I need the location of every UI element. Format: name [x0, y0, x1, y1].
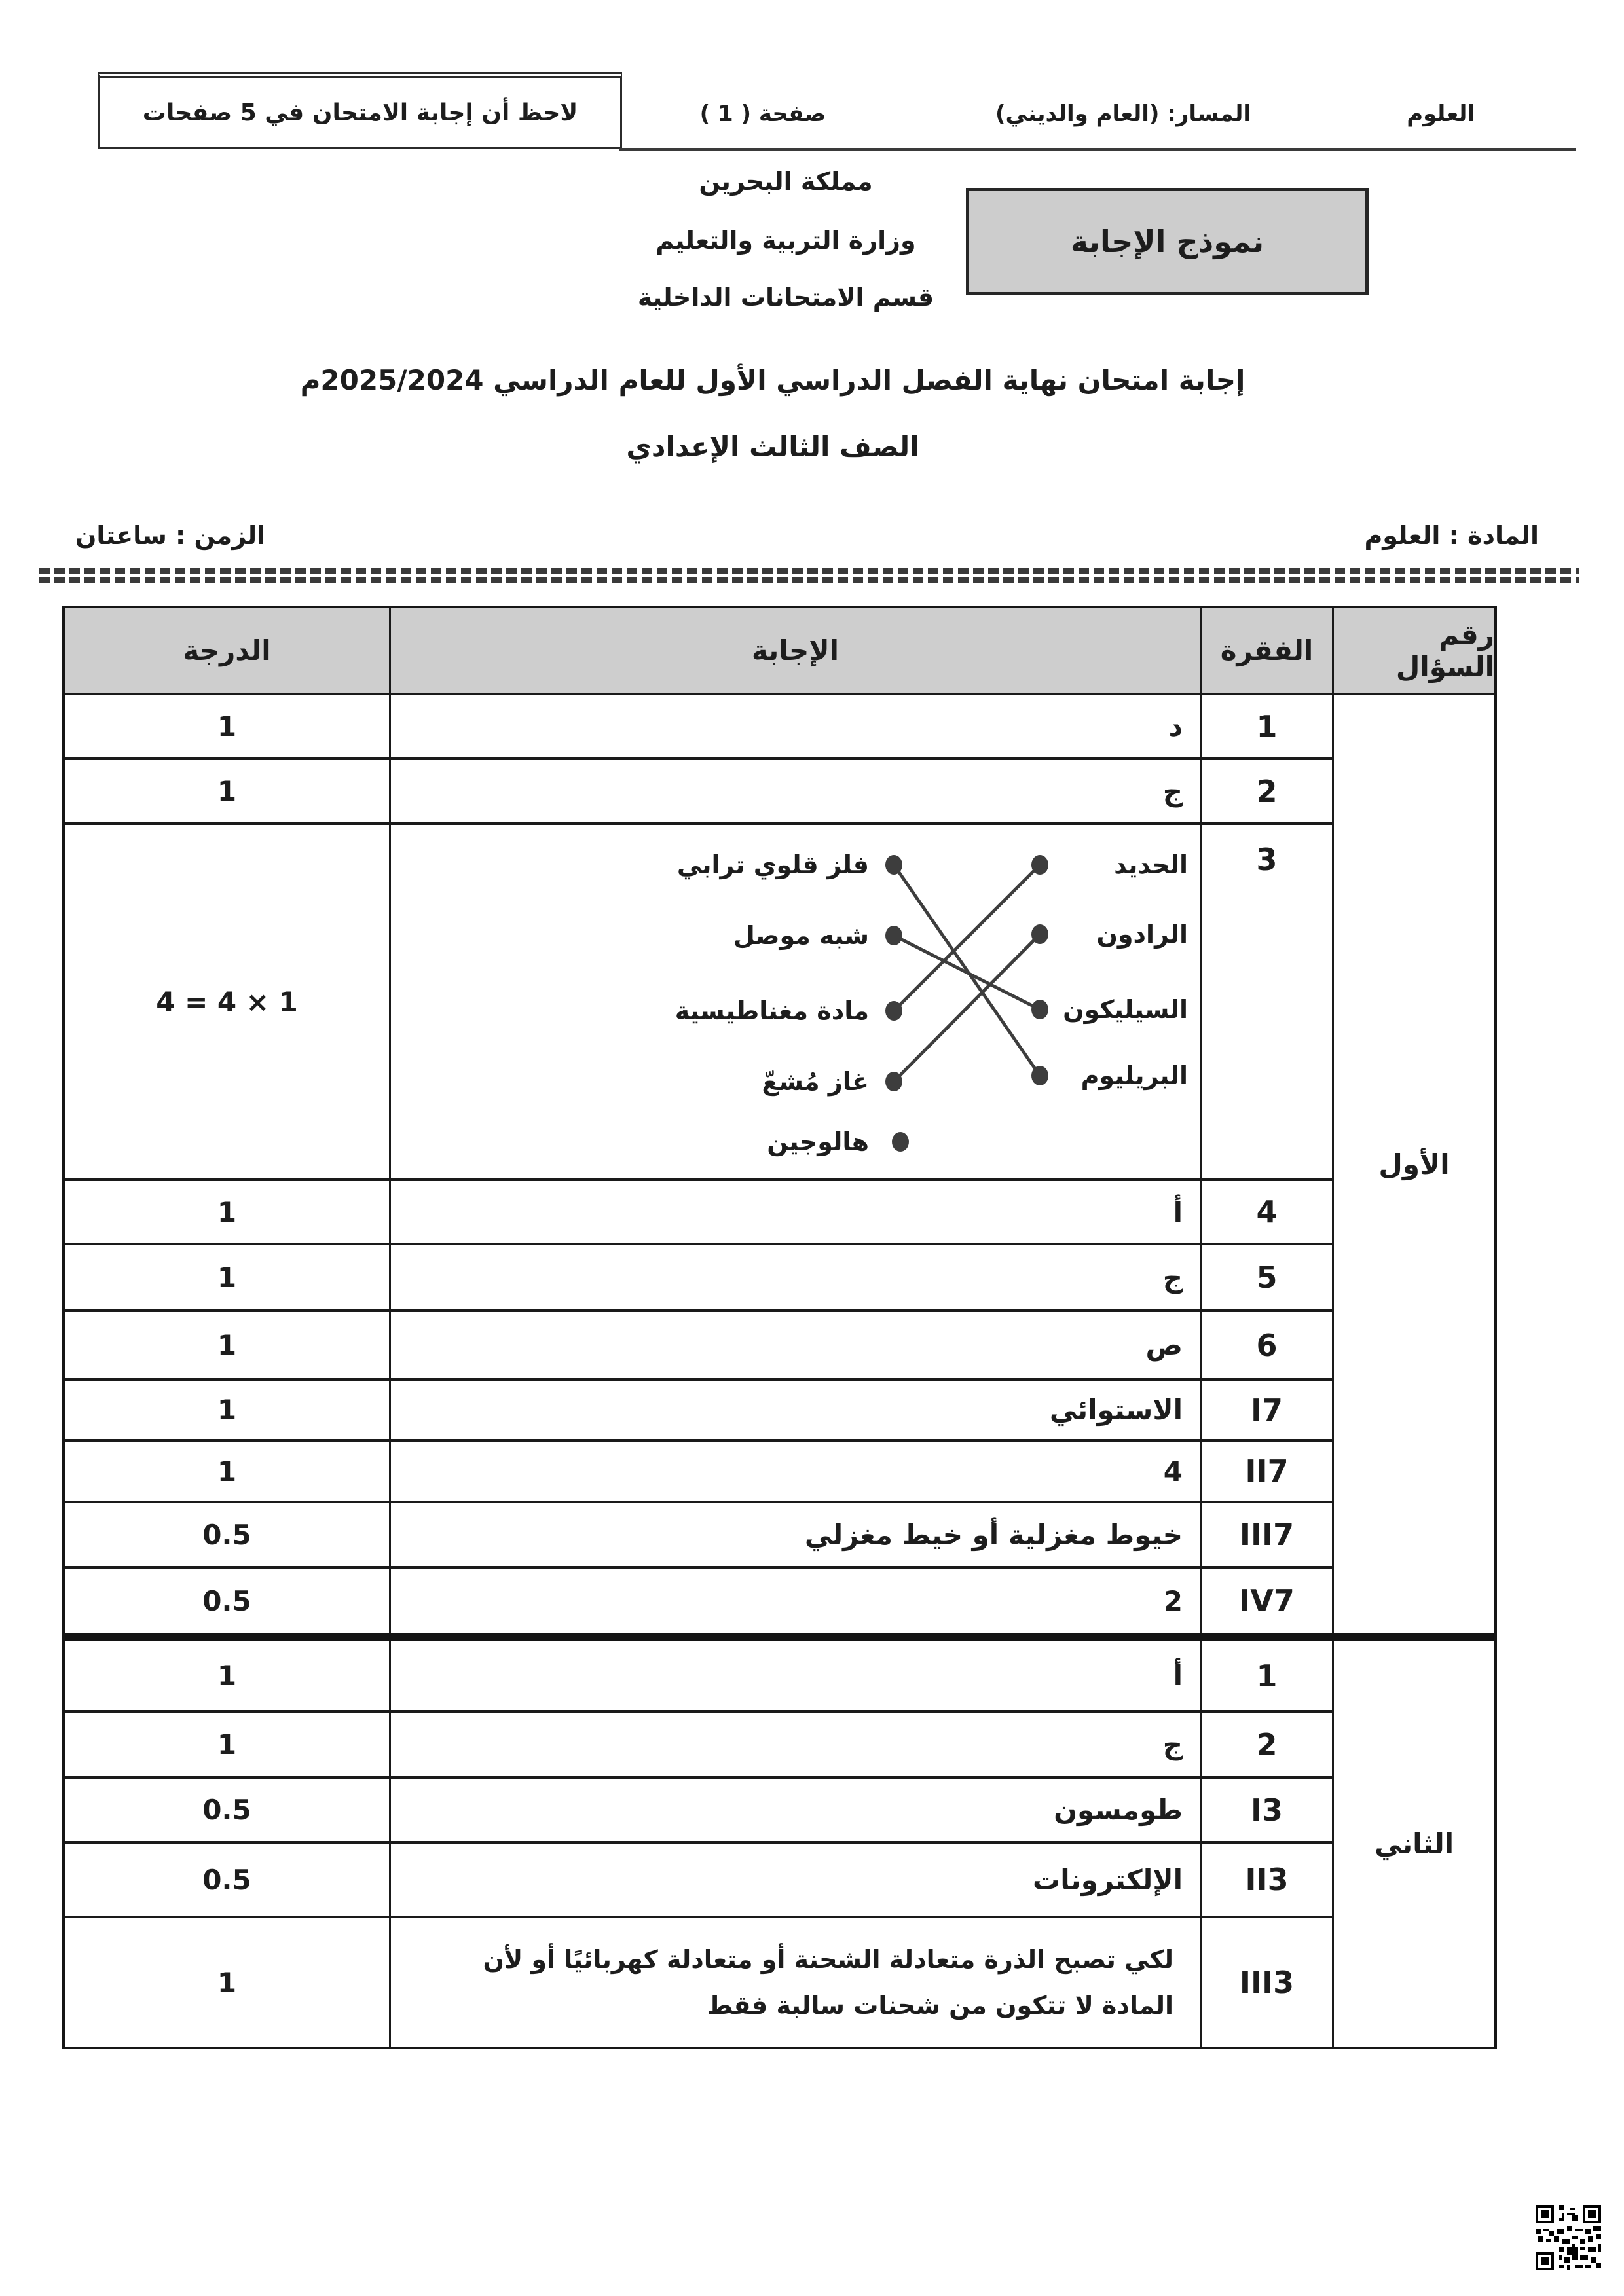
dot-right-3	[1031, 1000, 1048, 1019]
dot-left-2	[885, 926, 902, 945]
item-cell: 2	[1200, 760, 1332, 825]
kingdom-line: مملكة البحرين	[699, 167, 873, 196]
department-line: قسم الامتحانات الداخلية	[637, 283, 934, 312]
mark-cell: 1	[65, 1442, 389, 1503]
answer-model-label: نموذج الإجابة	[1070, 224, 1264, 259]
answer-model-box	[966, 188, 1369, 295]
match-right-item: الحديد	[1114, 850, 1188, 879]
answer-key-table	[62, 606, 1497, 2049]
mark-cell: 1	[65, 1713, 389, 1779]
answer-cell: أ	[389, 1181, 1200, 1245]
dot-left-4	[885, 1072, 902, 1091]
separator-dashes-bottom	[39, 577, 1579, 583]
item-cell: III7	[1200, 1503, 1332, 1569]
item-cell: 4	[1200, 1181, 1332, 1245]
item-cell: 5	[1200, 1245, 1332, 1312]
mark-cell: 1	[65, 695, 389, 760]
item-cell: III3	[1200, 1918, 1332, 2047]
mark-cell: 1	[65, 1381, 389, 1442]
qr-code	[1536, 2205, 1601, 2270]
answer-cell: ج	[389, 760, 1200, 825]
match-right-item: السيليكون	[1063, 995, 1188, 1024]
answer-cell: ج	[389, 1713, 1200, 1779]
dot-left-3	[885, 1001, 902, 1021]
answer-cell: ج	[389, 1245, 1200, 1312]
dot-right-2	[1031, 924, 1048, 944]
matching-diagram	[389, 825, 1200, 1181]
answer-cell: خيوط مغزلية أو خيط مغزلي	[389, 1503, 1200, 1569]
match-left-item: مادة مغناطيسية	[674, 996, 869, 1025]
dot-right-4	[1031, 1066, 1048, 1085]
answer-cell: الاستوائي	[389, 1381, 1200, 1442]
answer-cell: 2	[389, 1569, 1200, 1633]
mark-cell: 1	[217, 1966, 237, 1999]
item-cell: 1	[1200, 1641, 1332, 1713]
dot-right-1	[1031, 855, 1048, 875]
item-cell: I3	[1200, 1779, 1332, 1844]
match-right-item: البريليوم	[1080, 1061, 1188, 1090]
mark-cell: 1	[65, 1312, 389, 1381]
item-cell: I7	[1200, 1381, 1332, 1442]
separator-dashes-top	[39, 568, 1579, 574]
item-cell: 3	[1200, 825, 1332, 1181]
match-left-item: شبه موصل	[733, 921, 869, 950]
answer-cell: الإلكترونات	[389, 1844, 1200, 1918]
track-label: المسار: (العام والديني)	[995, 101, 1251, 127]
note-box	[98, 72, 622, 149]
item-cell: II3	[1200, 1844, 1332, 1918]
answer-cell: طومسون	[389, 1779, 1200, 1844]
mark-cell: 1	[65, 1641, 389, 1713]
ministry-line: وزارة التربية والتعليم	[655, 226, 916, 255]
exam-title-line2: الصف الثالث الإعدادي	[626, 431, 919, 463]
match-left-item: هالوجين	[767, 1127, 869, 1156]
answer-cell: لكي تصبح الذرة متعادلة الشحنة أو متعادلة كهربائيًا أو لأن المادة لا تتكون من شحنات سالبة فقط	[389, 1918, 1200, 2047]
item-cell: 2	[1200, 1713, 1332, 1779]
mark-cell: 0.5	[202, 1584, 251, 1617]
answer-cell: ص	[389, 1312, 1200, 1381]
header-item: الفقرة	[1200, 608, 1332, 695]
subject-label-top: العلوم	[1407, 101, 1475, 127]
match-left-item: غاز مُشعّ	[762, 1067, 869, 1096]
mark-cell: 1 × 4 = 4	[65, 825, 389, 1181]
section-one-label: الأول	[1332, 695, 1494, 1633]
mark-cell: 0.5	[65, 1844, 389, 1918]
mark-cell: 0.5	[65, 1779, 389, 1844]
page-number-label: صفحة ( 1 )	[699, 101, 826, 127]
match-right-item: الرادون	[1096, 920, 1188, 949]
dot-left-1	[885, 855, 902, 875]
subject-meta: المادة : العلوم	[1364, 521, 1539, 550]
time-meta: الزمن : ساعتان	[75, 521, 266, 550]
mark-cell: 1	[65, 760, 389, 825]
header-question-no: رقم السؤال	[1332, 608, 1494, 695]
header-answer: الإجابة	[389, 608, 1200, 695]
mark-cell: 0.5	[65, 1503, 389, 1569]
item-cell: 6	[1200, 1312, 1332, 1381]
mark-cell: 1	[65, 1181, 389, 1245]
dot-left-5	[892, 1132, 909, 1152]
header-mark: الدرجة	[65, 608, 389, 695]
section-separator-bar	[65, 1633, 1494, 1641]
exam-title-line1: إجابة امتحان نهاية الفصل الدراسي الأول للعام الدراسي 2025/2024م	[300, 364, 1246, 396]
item-cell: IV7	[1200, 1569, 1332, 1633]
answer-cell: أ	[389, 1641, 1200, 1713]
note-text: لاحظ أن إجابة الامتحان في 5 صفحات	[142, 99, 578, 126]
section-two-label: الثاني	[1332, 1641, 1494, 2047]
answer-cell: 4	[389, 1442, 1200, 1503]
item-cell: II7	[1200, 1442, 1332, 1503]
match-left-item: فلز قلوي ترابي	[676, 850, 869, 879]
answer-cell: د	[389, 695, 1200, 760]
item-cell: 1	[1200, 695, 1332, 760]
mark-cell: 1	[65, 1245, 389, 1312]
